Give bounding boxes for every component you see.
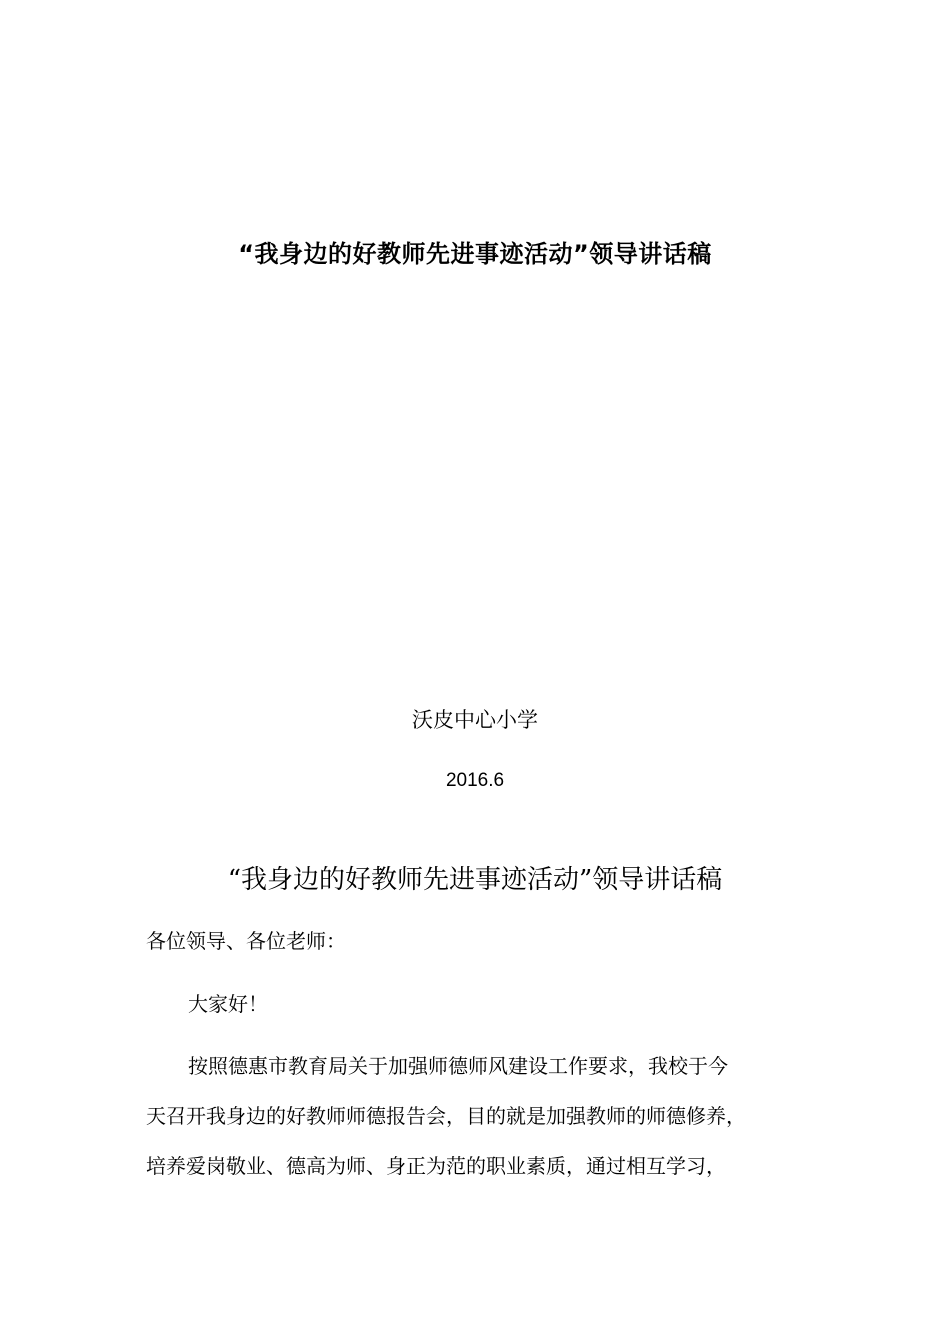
school-name: 沃皮中心小学: [412, 708, 538, 732]
cover-date: 2016.6: [445, 770, 505, 791]
greeting: 大家好！: [188, 992, 268, 1016]
salutation: 各位领导、各位老师：: [146, 929, 346, 953]
speech-title: “我身边的好教师先进事迹活动”领导讲话稿: [227, 865, 723, 895]
cover-title: “我身边的好教师先进事迹活动”领导讲话稿: [238, 240, 712, 268]
paragraph-line-3: 培养爱岗敬业、德高为师、身正为范的职业素质，通过相互学习，: [146, 1154, 726, 1178]
paragraph-line-2: 天召开我身边的好教师师德报告会，目的就是加强教师的师德修养，: [146, 1104, 746, 1128]
paragraph-line-1: 按照德惠市教育局关于加强师德师风建设工作要求，我校于今: [188, 1054, 728, 1078]
